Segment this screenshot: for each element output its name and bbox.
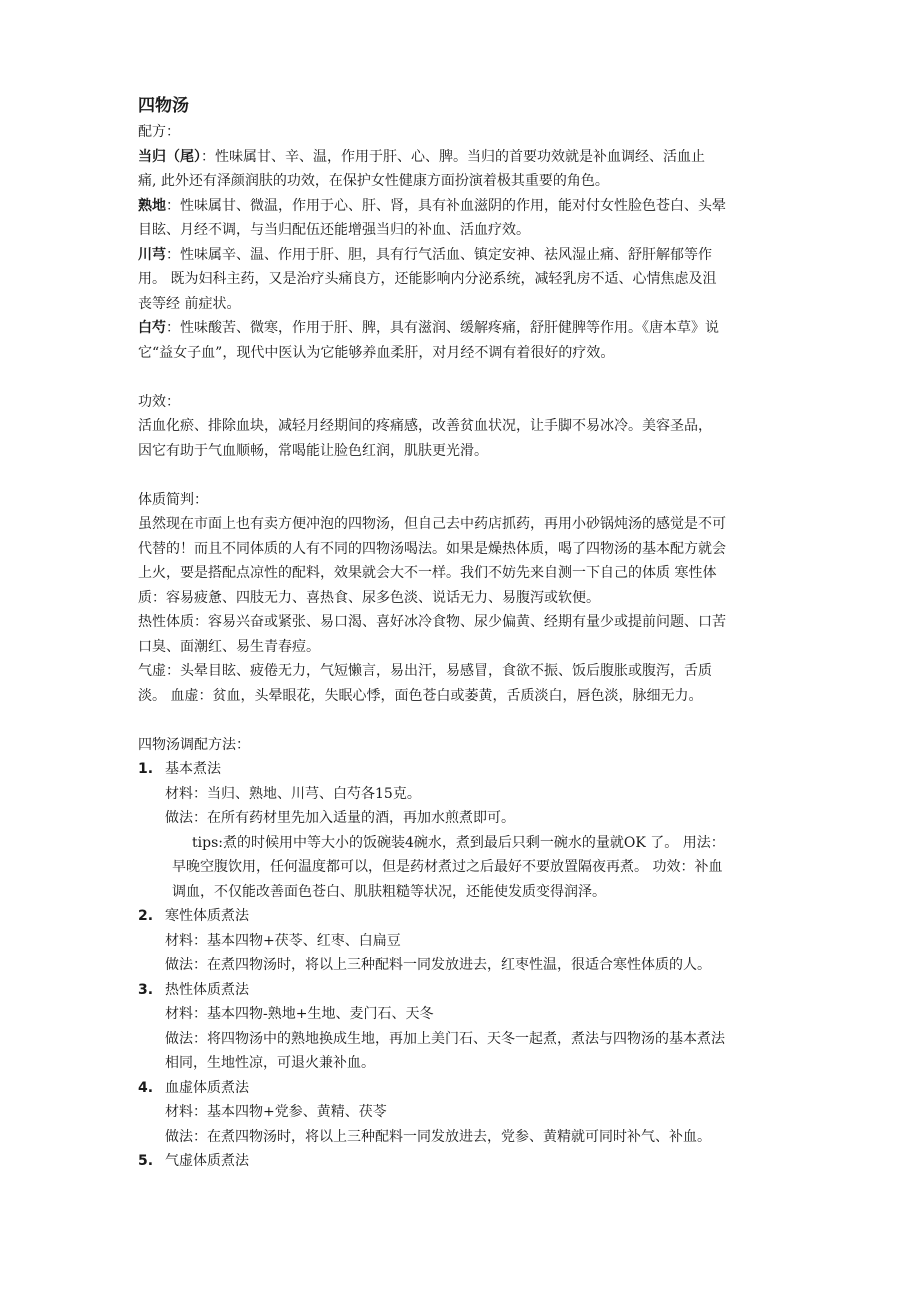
document-title: 四物汤 — [138, 96, 189, 116]
herb-text: ：性味属甘、微温，作用于心、肝、肾，具有补血滋阴的作用，能对付女性脸色苍白、头晕 — [166, 197, 726, 214]
item-method: 做法：在煮四物汤时，将以上三种配料一同发放进去，红枣性温，很适合寒性体质的人。 — [165, 957, 711, 973]
constitution-text: 口臭、面潮红、易生青春痘。 — [138, 638, 320, 655]
item-name: 血虚体质煮法 — [165, 1079, 249, 1096]
item-material: 材料：当归、熟地、川芎、白芍各15克。 — [165, 785, 421, 802]
item-tips: 早晚空腹饮用，任何温度都可以，但是药材煮过之后最好不要放置隔夜再煮。 功效：补血 — [172, 859, 723, 875]
item-name: 寒性体质煮法 — [165, 908, 249, 924]
constitution-text: 质：容易疲惫、四肢无力、喜热食、尿多色淡、说话无力、易腹泻或软便。 — [138, 589, 600, 606]
efficacy-text: 因它有助于气血顺畅，常喝能让脸色红润，肌肤更光滑。 — [138, 442, 488, 459]
item-number: 4. — [138, 1079, 154, 1096]
constitution-text: 虽然现在市面上也有卖方便冲泡的四物汤，但自己去中药店抓药，再用小砂锅炖汤的感觉是不可 — [138, 516, 726, 532]
item-number: 1. — [138, 761, 154, 777]
herb-text: ：性味属辛、温、作用于肝、胆，具有行气活血、镇定安神、祛风湿止痛、舒肝解郁等作 — [166, 246, 712, 263]
herb-text: ：性味属甘、辛、温，作用于肝、心、脾。当归的首要功效就是补血调经、活血止 — [201, 148, 705, 165]
herb-shudi — [138, 194, 790, 243]
method-item-1 — [138, 757, 790, 904]
constitution-text: 代替的！而且不同体质的人有不同的四物汤喝法。如果是燥热体质，喝了四物汤的基本配方就会 — [138, 540, 726, 557]
methods-heading: 四物汤调配方法： — [138, 736, 250, 753]
item-tips: 调血，不仅能改善面色苍白、肌肤粗糙等状况，还能使发质变得润泽。 — [172, 883, 606, 900]
herb-text: 用。 既为妇科主药，又是治疗头痛良方，还能影响内分泌系统，减轻乳房不适、心情焦虑及沮 — [138, 271, 717, 287]
constitution-heading: 体质简判： — [138, 491, 208, 508]
herb-term: 熟地 — [138, 197, 166, 214]
item-method: 做法：将四物汤中的熟地换成生地，再加上美门石、天冬一起煮，煮法与四物汤的基本煮法 — [165, 1030, 725, 1047]
method-item-2 — [138, 904, 790, 978]
recipe-heading: 配方： — [138, 124, 180, 140]
herb-term: 当归（尾） — [138, 148, 201, 165]
efficacy-text: 活血化瘀、排除血块，减轻月经期间的疼痛感，改善贫血状况，让手脚不易冰冷。美容圣品， — [138, 418, 712, 434]
item-name: 热性体质煮法 — [165, 981, 249, 998]
item-material: 材料：基本四物+党参、黄精、茯苓 — [165, 1104, 387, 1120]
herb-baishao — [138, 316, 790, 365]
constitution-text: 淡。 血虚：贫血，头晕眼花，失眠心悸，面色苍白或萎黄，舌质淡白，唇色淡，脉细无力。 — [138, 687, 703, 704]
constitution-text: 气虚：头晕目眩、疲倦无力，气短懒言，易出汗，易感冒，食欲不振、饭后腹胀或腹泻，舌质 — [138, 663, 712, 679]
herb-text: 它“益女子血”，现代中医认为它能够养血柔肝，对月经不调有着很好的疗效。 — [138, 344, 615, 361]
document-body — [138, 120, 790, 1174]
item-method: 做法：在所有药材里先加入适量的酒，再加水煎煮即可。 — [165, 810, 515, 826]
method-item-4 — [138, 1076, 790, 1150]
item-name: 基本煮法 — [165, 761, 221, 777]
constitution-text: 热性体质：容易兴奋或紧张、易口渴、喜好冰冷食物、尿少偏黄、经期有量少或提前问题、口苦 — [138, 614, 726, 630]
herb-chuanxiong — [138, 243, 790, 317]
method-item-5 — [138, 1149, 790, 1174]
item-material: 材料：基本四物-熟地+生地、麦门石、天冬 — [165, 1006, 434, 1022]
constitution-text: 上火，要是搭配点凉性的配料，效果就会大不一样。我们不妨先来自测一下自己的体质 寒性体 — [138, 565, 717, 581]
item-number: 2. — [138, 908, 154, 924]
item-number: 5. — [138, 1153, 154, 1169]
item-number: 3. — [138, 981, 154, 998]
herb-danggui — [138, 145, 790, 194]
herb-term: 白芍 — [138, 320, 166, 336]
item-name: 气虚体质煮法 — [165, 1153, 249, 1169]
method-item-3 — [138, 978, 790, 1076]
herb-text: ：性味酸苦、微寒，作用于肝、脾，具有滋润、缓解疼痛，舒肝健脾等作用。《唐本草》说 — [166, 320, 719, 336]
item-method: 相同，生地性凉，可退火兼补血。 — [165, 1055, 375, 1071]
efficacy-heading: 功效： — [138, 393, 180, 410]
herb-text: 痛, 此外还有泽颜润肤的功效，在保护女性健康方面扮演着极其重要的角色。 — [138, 173, 609, 189]
item-method: 做法：在煮四物汤时，将以上三种配料一同发放进去，党参、黄精就可同时补气、补血。 — [165, 1128, 711, 1145]
item-tips: tips:煮的时候用中等大小的饭碗装4碗水，煮到最后只剩一碗水的量就OK 了。 用法： — [192, 834, 725, 851]
herb-text: 目眩、月经不调，与当归配伍还能增强当归的补血、活血疗效。 — [138, 222, 530, 238]
item-material: 材料：基本四物+茯苓、红枣、白扁豆 — [165, 932, 401, 949]
herb-term: 川芎 — [138, 246, 166, 263]
herb-text: 丧等经 前症状。 — [138, 295, 241, 312]
